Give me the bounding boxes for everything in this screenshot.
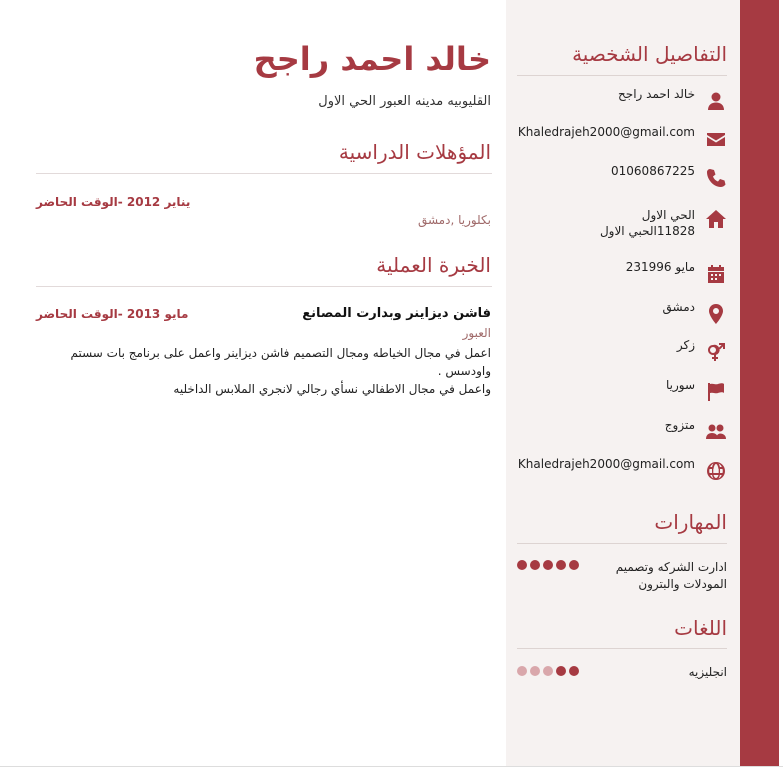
detail-city [517,299,727,329]
phone-icon [705,167,727,189]
address-line: الحي الاول [641,208,695,222]
detail-text: زكر [676,338,695,352]
gender-icon [705,341,727,363]
personal-details-divider [517,75,727,76]
detail-birthdate [517,259,727,289]
detail-phone [517,163,727,193]
rating-dot-filled [556,560,566,570]
detail-text: متزوج [664,418,695,432]
skill-rating [517,560,579,570]
accent-stripe [740,0,779,766]
skill-label: ادارت الشركه وتصميم المودلات والبترون [615,560,727,591]
detail-marital-status [517,417,727,447]
detail-text [600,207,695,239]
detail-address [517,204,727,244]
education-heading: المؤهلات الدراسية [338,140,491,164]
job-title: فاشن ديزاينر وبدارت المصانع [302,306,491,321]
experience-divider [36,286,492,287]
rating-dot-filled [556,666,566,676]
skills-heading: المهارات [654,510,727,534]
rating-dot-filled [569,666,579,676]
language-label: انجليزيه [688,665,727,679]
languages-heading: اللغات [674,616,727,640]
languages-divider [517,648,727,649]
description-line: واعمل في مجال الاطفالي نسأي رجالي لانجري الملابس الداخليه [173,382,491,396]
detail-text: 23مايو 1996 [625,260,695,274]
detail-text: Khaledrajeh2000@gmail.com [517,457,695,471]
page-bottom-divider [0,766,783,767]
rating-dot-filled [543,560,553,570]
detail-nationality [517,377,727,407]
detail-gender [517,337,727,367]
detail-text: 01060867225 [611,164,695,178]
full-name-title: خالد احمد راجح [253,40,491,78]
education-date: يناير 2012 -الوقت الحاضر [36,195,191,209]
address-subtitle: القليوبيه مدينه العبور الحي الاول [318,94,491,109]
location-pin-icon [705,303,727,325]
rating-dot-filled [530,560,540,570]
rating-dot-filled [569,560,579,570]
globe-icon [705,460,727,482]
rating-dot-empty [530,666,540,676]
education-divider [36,173,492,174]
users-icon [705,421,727,443]
education-place: بكلوريا ,دمشق [417,213,491,227]
description-line: اعمل في مجال الخياطه ومجال التصميم فاشن ديزاينر واعمل على برنامج بات سستم [70,346,491,360]
experience-description [35,344,491,398]
calendar-icon [705,263,727,285]
user-icon [705,90,727,112]
detail-text: Khaledrajeh2000@gmail.com [517,125,695,139]
home-icon [705,208,727,230]
description-line: واودسس . [437,364,491,378]
rating-dot-filled [517,560,527,570]
rating-dot-empty [543,666,553,676]
address-line: 11828الحبي الاول [599,224,695,238]
skills-divider [517,543,727,544]
experience-place: العبور [462,326,491,340]
personal-details-heading: التفاصيل الشخصية [572,42,727,66]
detail-name [517,86,727,116]
language-rating [517,666,579,676]
detail-text: خالد احمد راجح [618,87,695,101]
detail-email [517,124,727,154]
experience-date: مايو 2013 -الوقت الحاضر [36,307,189,321]
flag-icon [705,381,727,403]
detail-text: سوريا [665,378,695,392]
detail-text: دمشق [662,300,695,314]
envelope-icon [705,128,727,150]
rating-dot-empty [517,666,527,676]
detail-website [517,456,727,486]
experience-heading: الخبرة العملية [376,253,491,277]
